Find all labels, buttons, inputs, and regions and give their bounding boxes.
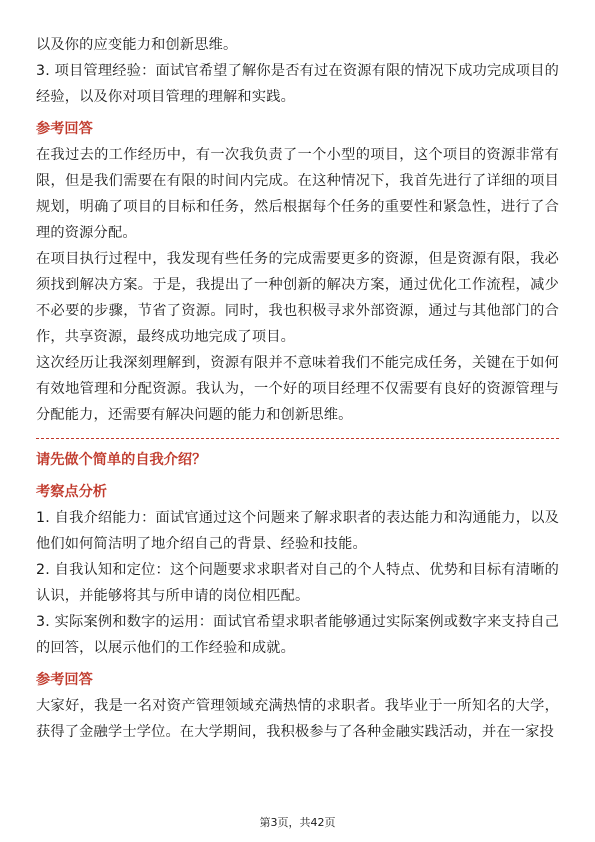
analysis-point-3: 3. 项目管理经验：面试官希望了解你是否有过在资源有限的情况下成功完成项目的经验，以及你对项目管理的理解和实践。: [36, 63, 559, 105]
page-number: 第3页，共42页: [259, 816, 336, 829]
section-divider: [36, 438, 559, 439]
answer-heading: 参考回答: [36, 672, 93, 688]
document-page: [36, 32, 559, 745]
question-title: 请先做个简单的自我介绍？: [36, 452, 207, 468]
answer-paragraph: 在我过去的工作经历中，有一次我负责了一个小型的项目，这个项目的资源非常有限，但是我们需要在有限的时间内完成。在这种情况下，我首先进行了详细的项目规划，明确了项目的目标和任务，然后根据每个任务的重要性和紧急性，进行了合理的资源分配。: [36, 147, 559, 241]
answer-heading: 参考回答: [36, 121, 93, 137]
analysis-point-2: 2. 自我认知和定位：这个问题要求求职者对自己的个人特点、优势和目标有清晰的认识，并能够将其与所申请的岗位相匹配。: [36, 562, 559, 604]
analysis-point-1: 1. 自我介绍能力：面试官通过这个问题来了解求职者的表达能力和沟通能力，以及他们如何简洁明了地介绍自己的背景、经验和技能。: [36, 510, 559, 552]
analysis-point-3: 3. 实际案例和数字的运用：面试官希望求职者能够通过实际案例或数字来支持自己的回答，以展示他们的工作经验和成就。: [36, 614, 559, 656]
answer-paragraph: 在项目执行过程中，我发现有些任务的完成需要更多的资源，但是资源有限，我必须找到解决方案。于是，我提出了一种创新的解决方案，通过优化工作流程，减少不必要的步骤，节省了资源。同时，我也积极寻求外部资源，通过与其他部门的合作，共享资源，最终成功地完成了项目。: [36, 251, 559, 345]
continuation-text: 以及你的应变能力和创新思维。: [36, 37, 238, 53]
answer-paragraph: 大家好，我是一名对资产管理领域充满热情的求职者。我毕业于一所知名的大学，获得了金融学士学位。在大学期间，我积极参与了各种金融实践活动，并在一家投: [36, 698, 559, 740]
answer-paragraph: 这次经历让我深刻理解到，资源有限并不意味着我们不能完成任务，关键在于如何有效地管理和分配资源。我认为，一个好的项目经理不仅需要有良好的资源管理与分配能力，还需要有解决问题的能力和创新思维。: [36, 355, 559, 423]
analysis-heading: 考察点分析: [36, 484, 107, 500]
